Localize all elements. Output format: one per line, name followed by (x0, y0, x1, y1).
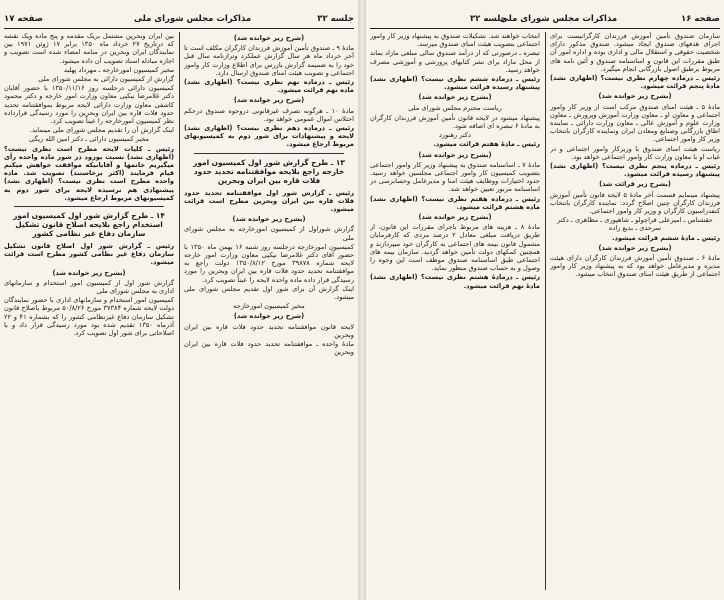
text-column-right (184, 32, 354, 594)
reading-note: (شرح زیر خوانده شد) (233, 34, 305, 42)
paragraph: پیشنهاد میشود در لایحه قانون تأمین آموزش فرزندان کارگران به مادهٔ ۶ تبصره ای اضافه شود. (370, 113, 540, 131)
paragraph: سازمان صندوق تأمین آموزش فرزندان کارگرانیست برای اجرای هدفهای صندوق ایجاد میشود. صندوق مذکور دارای شخصیت حقوقی و استقلال مالی و اداری بوده و اداره امور آن طبق مقررات این قانون و اساسنامه صندوق و آئین نامه های مربوط برطبق اصول بازرگانی انجام میگیرد. (550, 32, 720, 73)
reading-note: (بشرح زیر قرائت شد) (599, 180, 671, 189)
paragraph: بین ایران وبحرین مشتمل بریک مقدمه و پنج ماده ویک نقشه که درتاریخ ۲۷ خرداد ماه ۱۳۵۰ برابر ۱۷ ژوئن ۱۹۷۱ بین نمایندگان ایران وبحرین در منامه امضاء شده است تصویب و اجازه مبادله اسناد تصویب آن داده میشود. (4, 32, 174, 65)
page-16 (366, 0, 724, 600)
session-number: جلسه ۳۲ (470, 14, 507, 24)
reading-note: (بشرح زیر خوانده شد) (418, 93, 492, 102)
speaker-line: رئیس ـ گزارش شور اول موافقتنامه تحدید حدود فلات قاره بین ایران وبحرین مطرح است قرائت میشود. (184, 188, 354, 214)
paragraph: اینک گزارش آن برای شور اول تقدیم مجلس شورای ملی میشود. (184, 284, 354, 302)
paragraph: تبصره ـ درصورتی که از درآمد صندوق سالی مبلغی مازاد بماند از محل مازاد برای نشر کتابهای پرورشی و آموزشی مصرف خواهد رسید. (370, 49, 540, 74)
paragraph: مادهٔ ۷ ـ اساسنامه صندوق به پیشنهاد وزیر کار وامور اجتماعی بتصویب کمیسیون کار وامور اجتماعی مجلسین خواهد رسید. حدود اختیارات ووظایف هیئت امنا و مدیرعامل وحسابرسی در اساسنامه مزبور تعیین خواهد شد. (370, 160, 540, 194)
signature-line: مخبر کمیسیون دارائی ـ دکتر امین الله ریگی (29, 135, 149, 144)
signature-line: دکتر رهنورد (439, 131, 471, 140)
session-number: جلسه ۳۲ (317, 14, 354, 24)
paragraph: مادهٔ واحده ـ موافقتنامه تحدید حدود فلات قاره بین ایران وبحرین (184, 340, 354, 357)
centered-heading: ریاست محترم مجلس شورای ملی (408, 103, 502, 112)
paragraph: مادهٔ ۹ ـ صندوق تأمین آموزش فرزندان کارگران مکلف است تا آخر خرداد ماه هر سال گزارش عملکرد وترازنامه سال قبل خود را به ضمیمه گزارش بازرس برای اطلاع وزارت کار وامور اجتماعی و تصویب هیئت امنای صندوق ارسال دارد. (184, 44, 354, 77)
speaker-line: رئیس ـ درمادهٔ هشتم نظری نیست؟ (اظهاری نشد) مادهٔ نهم قرائت میشود. (370, 273, 540, 290)
reading-note: (بشرح زیر خوانده شد) (232, 215, 306, 224)
paragraph: ریاست هیئت امنای صندوق با وزیرکار وامور اجتماعی و در غیاب او با معاون وزارت کار وامور اجتماعی خواهد بود. (550, 144, 720, 161)
paragraph: گزارش از کمیسیون دارائی به مجلس شورای ملی (38, 75, 174, 84)
section-heading: ۱۳ ـ طرح گزارش شور اول کمیسیون امور خارجه راجع بلایحه موافقتنامه تحدید حدود فلات قاره بین ایران وبحرین (193, 157, 345, 185)
column-divider (179, 32, 180, 590)
paragraph: پیشنهاد مینمایم قسمت آخر مادهٔ ۵ لایحه قانون تأمین آموزش فرزندان کارگران چنین اصلاح گردد: نماینده کارگران بانتخاب کنفدراسیون کارگران و وزیر کار وامور اجتماعی. (550, 190, 720, 216)
speaker-line: رئیس ـ درماده هفتم نظری نیست؟ (اظهاری نشد) ماده هشتم قرائت میشود. (370, 194, 540, 211)
paragraph: کمیسیون امور استخدام و سازمانهای اداری با حضور نمایندگان دولت لایحه شماره ۳۷۳۸۴ مورخ ۵۰/۸/۲۶ مربوط باصلاح قانون تشکیل سازمان دفاع غیرنظامی کشور را که بشماره ۴۱ و ۲۲ آذرماه ۱۳۵۰ تقدیم شده بود مورد رسیدگی قرار داد و با اصلاحاتی برای شور اول تصویب کرد. (4, 296, 174, 338)
speaker-line: رئیس ـ درماده پنجم نظری نیست؟ (اظهاری نشد) پیشنهاد رسیده قرائت میشود. (550, 162, 720, 179)
paragraph: اینک گزارش آن را تقدیم مجلس شورای ملی مینماید. (29, 126, 174, 135)
paragraph: مادهٔ ۸ ـ هزینه های مربوط باجرای مقررات این قانون، از طریق دریافت مبلغی معادل ۲ درصد مزدی که کارفرمایان مشمول قانون بیمه های اجتماعی به کارگران خود میپردازند و همچنین کمکهای دولت تأمین خواهد گردید. سازمان بیمه های اجتماعی طبق اساسنامه صندوق موظف است این وجوه را وصول و به حساب صندوق منظور نماید. (370, 223, 540, 273)
paragraph: مادهٔ ۵ ـ هیئت امنای صندوق مرکب است از وزیر کار وامور اجتماعی و معاون او ـ معاون وزارت آموزش وپرورش ـ معاون وزارت علوم و آموزش عالی ـ معاون وزارت دارائی ـ نماینده اطاق بازرگانی وصنایع ومعادن ایران ونماینده کارگران بانتخاب وزیر کار وامور اجتماعی. (550, 102, 720, 144)
paragraph: گزارش شور اول از کمیسیون امور استخدام و سازمانهای اداری به مجلس شورای ملی (4, 278, 174, 296)
page-gutter (358, 0, 366, 600)
page-number: صفحه ۱۷ (4, 14, 43, 24)
speaker-line: رئیس ـ درماده چهارم نظری نیست؟ (اظهاری نشد) مادهٔ پنجم قرائت میشود. (550, 74, 720, 91)
speaker-line: رئیس ـ کلیات لایحه مطرح است نظری نیست؟ (اظهاری نشد) نسبت بورود در شور ماده واحده رأی میگیریم خانمها و آقایانیکه موافقت خواهش میکنم قیام فرمایند (اکثر برخاستند) تصویب شد. ماده واحده مطرح است نظری نیست؟ (اظهاری نشد) پیشنهادی هم نرسیده لایحه برای شور دوم به کمیسیونهای مربوط ارجاع میشود. (4, 144, 174, 202)
signature-line: مخبر کمیسیون امورخارجه (233, 302, 305, 311)
journal-title: مذاکرات مجلس شورای ملی (500, 14, 618, 24)
reading-note: (شرح زیر خوانده شد) (233, 312, 305, 321)
section-divider (194, 153, 344, 154)
reading-note: (بشرح زیر خوانده شد) (52, 268, 126, 277)
page-number: صفحه ۱۶ (681, 14, 720, 24)
paragraph: گزارش شوراول از کمیسیون امورخارجه به مجلس شورای ملی (184, 225, 354, 242)
speaker-line: رئیس ـ گزارش شور اول اصلاح قانون تشکیل سازمان دفاع غیر نظامی کشور مطرح است قرائت میشود. (4, 242, 174, 267)
paragraph: مادهٔ ۱۰ ـ هرگونه تصرف غیرقانونی دروجوه صندوق درحکم اختلاس اموال عمومی خواهد بود. (184, 106, 354, 123)
reading-note: (شرح زیر خوانده شد) (233, 96, 305, 105)
paragraph: کمیسیون دارائی درجلسه روز ۱۳۵۰/۱۱/۱۶ با حضور آقایان دکتر غلامرضا نیکپی معاون وزارت امور خارجه و دکتر محمود کاشفی معاون وزارت دارائی لایحه مربوط بموافقتنامه تحدید حدود فلات قاره بین ایران وبحرین را مورد رسیدگی قرارداده نظر کمیسیون امورخارجه را عیناً تصویب کرد. (4, 84, 174, 126)
paragraph: لایحه قانون موافقتنامه تحدید حدود فلات قاره بین ایران وبحرین (184, 322, 354, 339)
section-heading: ۱۴ ـ طرح گزارش شور اول کمیسیون امور استخدام راجع بلایحه اصلاح قانون تشکیل سازمان دفاع غیر نظامی کشور (13, 211, 165, 239)
page-17 (0, 0, 358, 600)
signature-line: حقشناس ـ امیرعلی قراچولو ـ شاهپوری ـ مظاهری ـ دکتر سرحدی ـ بدیع زاده (557, 216, 713, 233)
column-divider (545, 32, 546, 590)
speaker-line: رئیس ـ درماده دهم نظری نیست؟ (اظهاری نشد) لایحه و پیشنهادات برای شور دوم به کمیسیونهای مربوط ارجاع میشود. (184, 124, 354, 149)
text-column-right (550, 32, 720, 594)
speaker-line: رئیس ـ مادهٔ ششم قرائت میشود. (612, 233, 720, 242)
text-column-left (4, 32, 174, 594)
reading-note: (بشرح زیر خوانده شد) (598, 92, 672, 101)
reading-note: (بشرح زیر خوانده شد) (418, 150, 492, 159)
paragraph: مخبر کمیسیون امورخارجه ـ مهرداد پهلبد (63, 65, 174, 74)
page-header (370, 14, 720, 29)
speaker-line: رئیس ـ درماده ششم نظری نیست؟ (اظهاری نشد) پیشنهاد رسیده قرائت میشود. (370, 75, 540, 92)
speaker-line: رئیس ـ مادهٔ هفتم قرائت میشود. (433, 140, 540, 149)
section-divider (14, 206, 164, 207)
paragraph: انتخاب خواهند شد. تشکیلات صندوق به پیشنهاد وزیر کار وامور اجتماعی بتصویب هیئت امنای صندوق میرسد. (370, 32, 540, 49)
journal-title: مذاکرات مجلس شورای ملی (134, 14, 252, 24)
paragraph: کمیسیون امورخارجه درجلسه روز شنبه ۱۶ بهمن ماه ۱۳۵۰ با حضور آقای دکتر غلامرضا نیکپی معاون وزارت امور خارجه لایحه شماره ۳۹۸۷۸ مورخ ۱۳۵۰/۸/۱۲ دولت راجع به موافقتنامه تحدید حدود فلات قاره بین ایران وبحرین را مورد رسیدگی قرار داده ماده واحده لایحه را عیناً تصویب کرد. (184, 242, 354, 284)
page-header (4, 14, 354, 29)
reading-note: (بشرح زیر خوانده شد) (598, 243, 672, 252)
paragraph: مادهٔ ۶ ـ صندوق تأمین آموزش فرزندان کارگران دارای هیئت مدیره و مدیرعامل خواهد بود که به پیشنهاد وزیر کار وامور اجتماعی از طریق هیئت امنای صندوق انتخاب میشود. (550, 254, 720, 279)
text-column-left (370, 32, 540, 594)
reading-note: (بشرح زیر خوانده شد) (418, 213, 492, 222)
speaker-line: رئیس ـ درماده نهم نظری نیست؟ (اظهاری نشد) ماده نهم قرائت میشود. (184, 78, 354, 95)
